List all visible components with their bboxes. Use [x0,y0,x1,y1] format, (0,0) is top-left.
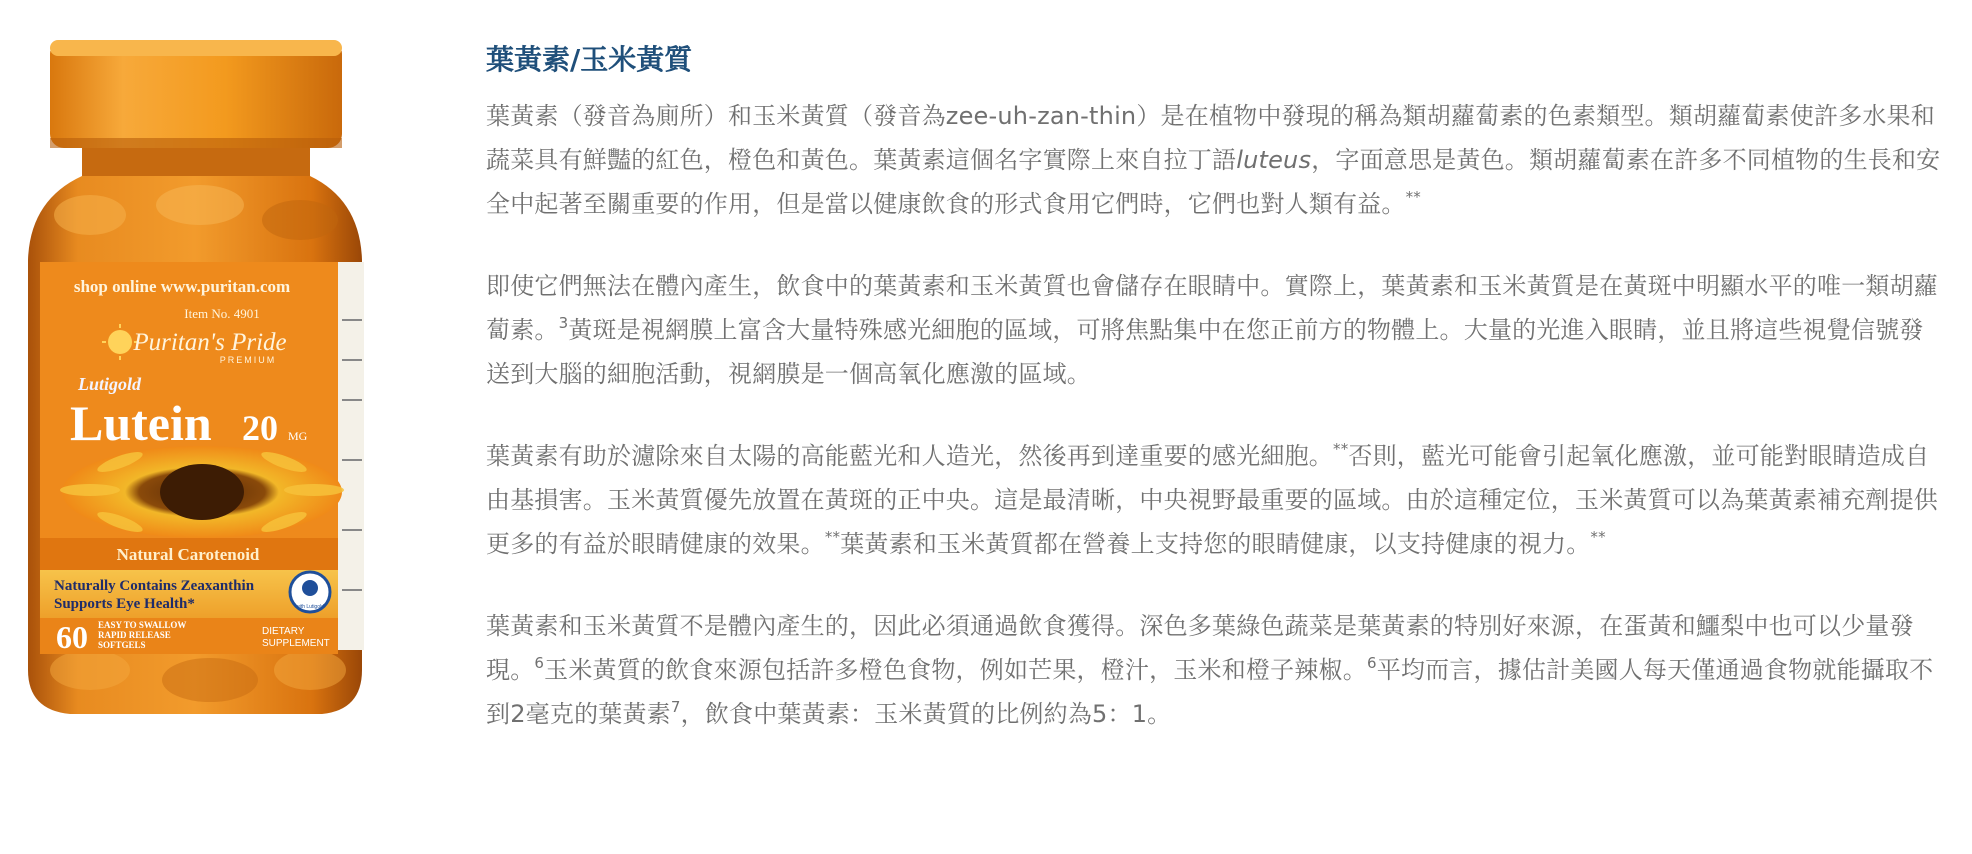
seal-text: with Lutigold [296,604,324,610]
p3-text-c: 葉黃素和玉米黃質都在營養上支持您的眼睛健康，以支持健康的視力。 [840,530,1591,558]
p2-text-a: 即使它們無法在體內產生，飲食中的葉黃素和玉米黃質也會儲存在眼睛中。實際上，葉黃素和玉米黃質是在黃斑中明顯水平的唯一類胡蘿蔔素。 [486,272,1938,344]
label-product-name: Lutein [70,395,212,451]
label-claim-eye-health: Supports Eye Health* [54,596,195,612]
p4-text-b: 玉米黃質的飲食來源包括許多橙色食物，例如芒果，橙汁，玉米和橙子辣椒。 [544,656,1367,684]
paragraph-macula [486,264,1946,396]
p2-text-b: 黃斑是視網膜上富含大量特殊感光細胞的區域，可將焦點集中在您正前方的物體上。大量的光進入眼睛，並且將這些視覺信號發送到大腦的細胞活動，視網膜是一個高氧化應激的區域。 [486,316,1924,388]
label-sub-brand: Lutigold [78,374,142,394]
p4-text-a: 葉黃素和玉米黃質不是體內產生的，因此必須通過飲食獲得。深色多葉綠色蔬菜是葉黃素的特別好來源，在蛋黃和鱷梨中也可以少量發現。 [486,612,1914,684]
p3-footnote-1: ** [1333,440,1349,458]
lutigold-seal-icon [290,572,330,612]
p3-text-a: 葉黃素有助於濾除來自太陽的高能藍光和人造光，然後再到達重要的感光細胞。 [486,442,1333,470]
p1-text-a: 葉黃素（發音為廁所）和玉米黃質（發音為zee-uh-zan-thin）是在植物中發現的稱為類胡蘿蔔素的色素類型。類胡蘿蔔素使許多水果和蔬菜具有鮮豔的紅色，橙色和黃色。葉黃素這個名字實際上來自拉丁語 [486,102,1935,174]
p4-footnote-3: 7 [670,698,681,716]
article-section [486,40,1946,774]
label-supplement-1: DIETARY [262,626,305,637]
product-image [10,30,390,720]
paragraph-dietary-sources [486,604,1946,736]
p1-latin-term: luteus [1236,146,1312,174]
label-count: 60 [56,619,88,655]
p4-text-d: ，飲食中葉黃素：玉米黃質的比例約為5：1。 [680,700,1172,728]
bottle-cap [50,40,342,148]
label-brand-tier: PREMIUM [219,355,277,365]
label-descriptor: Natural Carotenoid [116,545,260,564]
p2-footnote: 3 [558,314,569,332]
label-supplement-2: SUPPLEMENT [262,638,330,649]
label-item-number: Item No. 4901 [184,306,260,321]
label-website: shop online www.puritan.com [73,277,291,296]
p3-footnote-2: ** [824,528,841,546]
p1-text-b: ，字面意思是黃色。類胡蘿蔔素在許多不同植物的生長和安全中起著至關重要的作用，但是當以健康飲食的形式食用它們時，它們也對人類有益。 [486,146,1941,218]
label-form-1: EASY TO SWALLOW [98,620,187,630]
p3-footnote-3: ** [1590,528,1606,546]
label-form-3: SOFTGELS [98,640,146,650]
p3-text-b: 否則，藍光可能會引起氧化應激，並可能對眼睛造成自由基損害。玉米黃質優先放置在黃斑的正中央。這是最清晰，中央視野最重要的區域。由於這種定位，玉米黃質可以為葉黃素補充劑提供更多的有益於眼睛健康的效果。 [486,442,1938,558]
p4-footnote-1: 6 [534,654,545,672]
label-strength: 20 [242,408,278,448]
label-brand: Puritan's Pride [133,329,287,356]
article-title: 葉黃素/玉米黃質 [486,43,693,76]
p1-footnote: ** [1405,188,1422,206]
label-strength-unit: MG [288,429,308,443]
paragraph-carotenoids [486,94,1946,226]
p4-text-c: 平均而言，據估計美國人每天僅通過食物就能攝取不到2毫克的葉黃素 [486,656,1934,728]
label-form-2: RAPID RELEASE [98,630,171,640]
p4-footnote-2: 6 [1366,654,1377,672]
sunflower-graphic [60,446,344,538]
label-claim-zeaxanthin: Naturally Contains Zeaxanthin [54,578,255,594]
paragraph-blue-light [486,434,1946,566]
lutein-bottle-image [10,30,390,720]
